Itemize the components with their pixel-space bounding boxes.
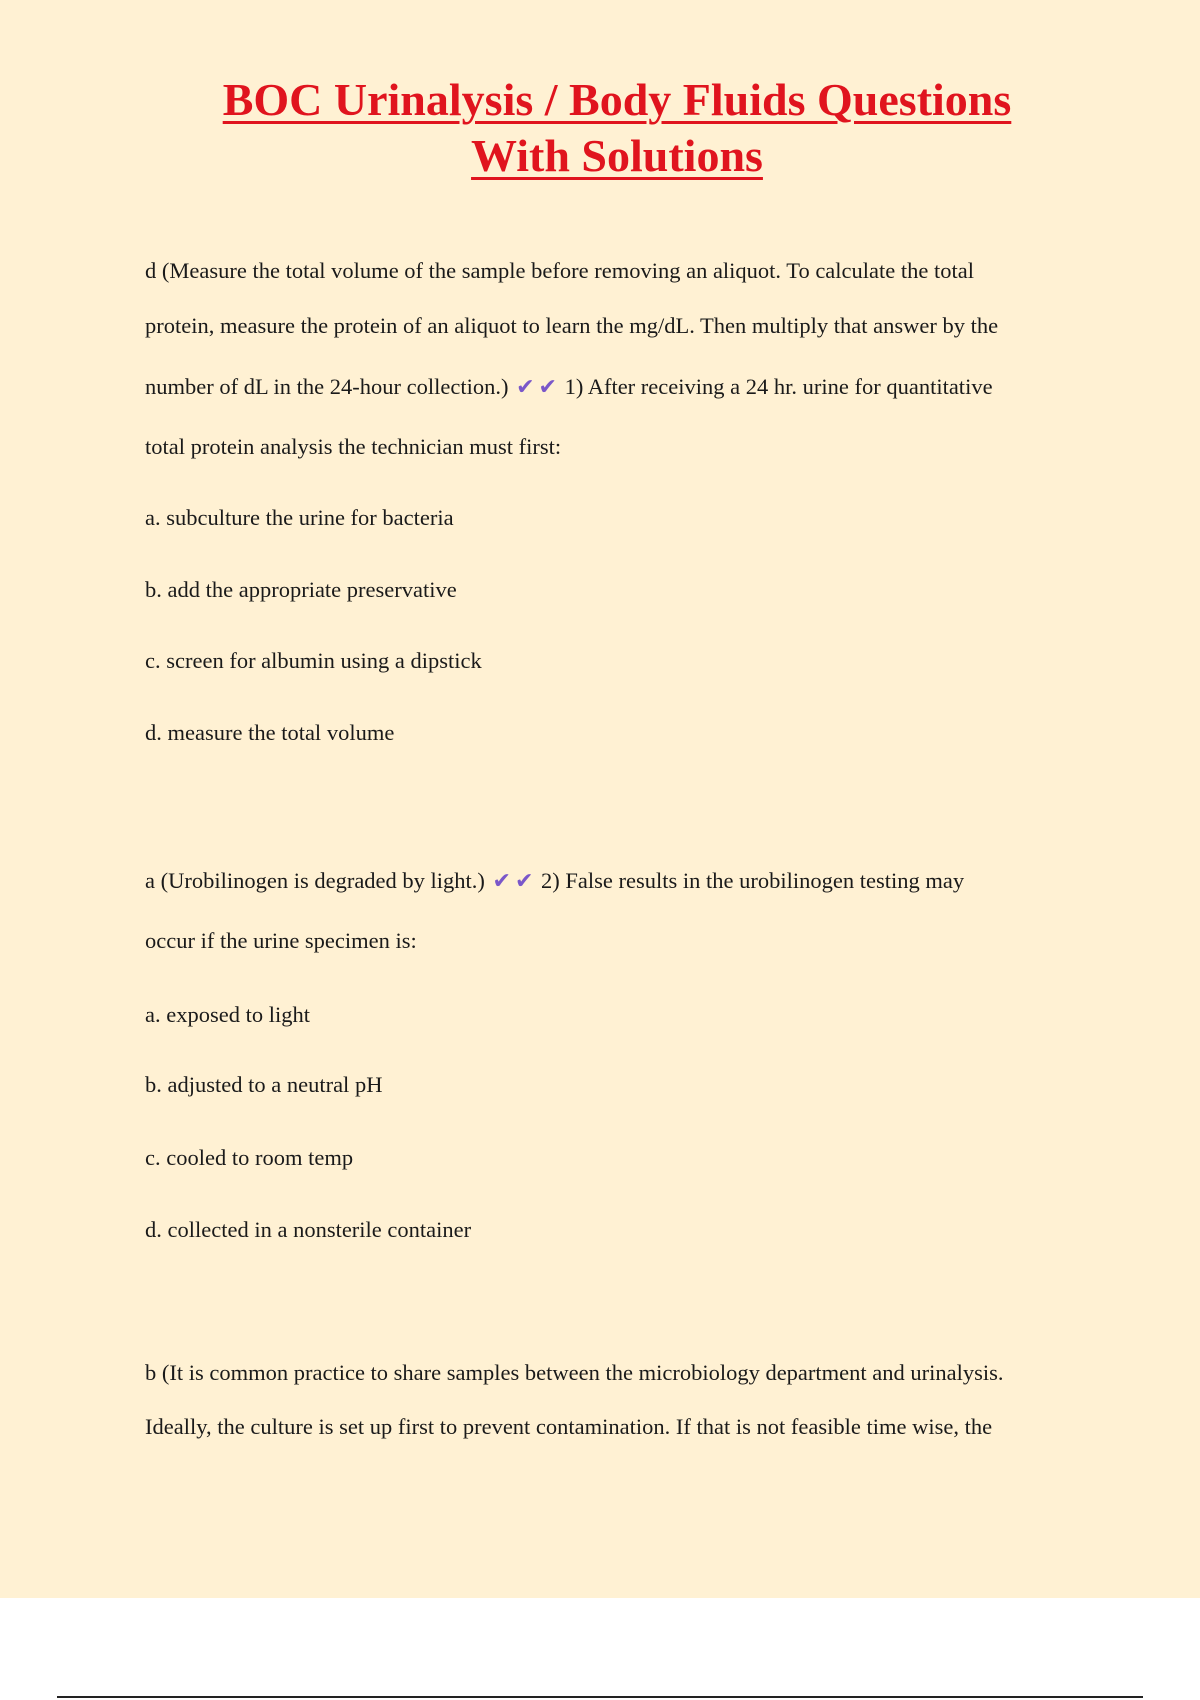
- q2-answer-line-1: a (Urobilinogen is degraded by light.): [145, 868, 485, 893]
- title-line-1: BOC Urinalysis / Body Fluids Questions: [222, 74, 1012, 125]
- q1-option-d: d. measure the total volume: [145, 720, 395, 745]
- q1-answer-line-3: number of dL in the 24-hour collection.): [145, 374, 509, 399]
- check-icon: ✔: [538, 375, 557, 400]
- q1-answer-line-2: protein, measure the protein of an aliquot to learn the mg/dL. Then multiply that answer by the: [145, 313, 999, 338]
- q2-option-b: b. adjusted to a neutral pH: [145, 1072, 383, 1097]
- q2-answer-question-line-1: [145, 867, 964, 896]
- q3-answer-line-2: Ideally, the culture is set up first to prevent contamination. If that is not feasible time wise, the: [145, 1414, 993, 1439]
- title-line-2: With Solutions: [471, 130, 763, 181]
- footer-divider: [57, 1696, 1143, 1698]
- q2-option-d: d. collected in a nonsterile container: [145, 1217, 472, 1242]
- q2-question-line-1: 2) False results in the urobilinogen testing may: [541, 868, 965, 893]
- check-icon: ✔: [514, 869, 534, 894]
- q3-answer-line-1: b (It is common practice to share samples between the microbiology department and urinalysis.: [145, 1360, 1004, 1385]
- q1-answer-question-line-3: [145, 373, 993, 402]
- q1-question-line-2: total protein analysis the technician must first:: [145, 434, 562, 459]
- check-icon: ✔: [516, 375, 535, 400]
- q1-option-c: c. screen for albumin using a dipstick: [145, 648, 482, 673]
- q2-option-a: a. exposed to light: [145, 1002, 310, 1027]
- q2-question-line-2: occur if the urine specimen is:: [145, 928, 417, 953]
- q1-option-a: a. subculture the urine for bacteria: [145, 505, 454, 530]
- page-title: [0, 72, 1200, 184]
- check-icon: ✔: [492, 869, 511, 894]
- q1-option-b: b. add the appropriate preservative: [145, 577, 457, 602]
- q1-answer-line-1: d (Measure the total volume of the sample before removing an aliquot. To calculate the total: [145, 258, 974, 283]
- q1-question-line-1: 1) After receiving a 24 hr. urine for quantitative: [564, 374, 993, 399]
- q2-option-c: c. cooled to room temp: [145, 1145, 354, 1170]
